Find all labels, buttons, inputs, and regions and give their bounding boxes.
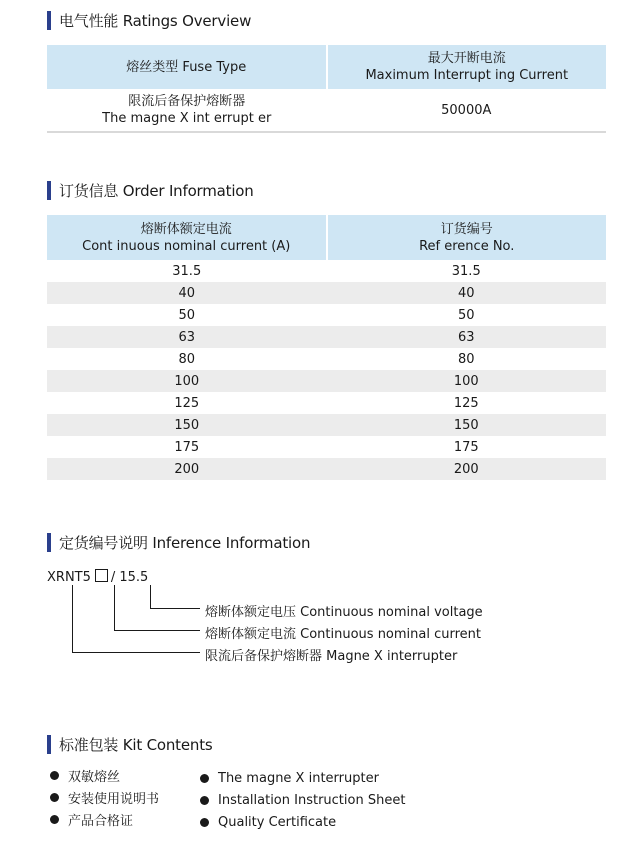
legend-interrupter: 限流后备保护熔断器 Magne X interrupter (205, 649, 458, 664)
heading-bar (47, 735, 51, 754)
inference-heading (47, 532, 310, 552)
bullet-icon (50, 793, 59, 802)
order-row (47, 414, 606, 436)
order-row (47, 326, 606, 348)
reference-no-cell: 150 (327, 414, 607, 436)
nominal-current-cell: 100 (47, 370, 327, 392)
reference-no-cell: 125 (327, 392, 607, 414)
max-interrupting-current-cell: 50000A (441, 102, 492, 118)
heading-bar (47, 181, 51, 200)
order-row (47, 436, 606, 458)
order-row (47, 392, 606, 414)
connector-line (72, 652, 200, 653)
connector-line (114, 630, 200, 631)
order-row (47, 260, 606, 282)
order-row (47, 304, 606, 326)
inference-title: 定货编号说明 Inference Information (59, 533, 311, 552)
order-row (47, 458, 606, 480)
nominal-current-cell: 80 (47, 348, 327, 370)
fuse-type-cell: 限流后备保护熔断器 The magne X int errupt er (102, 94, 272, 126)
nominal-current-cell: 125 (47, 392, 327, 414)
kit-title: 标准包装 Kit Contents (59, 735, 213, 754)
kit-item-cn: 安装使用说明书 (50, 788, 159, 807)
kit-item-cn: 产品合格证 (50, 810, 133, 829)
kit-item-en: Quality Certificate (200, 815, 336, 830)
order-table (47, 215, 606, 480)
ratings-heading (47, 10, 251, 30)
order-title: 订货信息 Order Information (59, 181, 254, 200)
model-code (47, 569, 148, 585)
reference-no-cell: 200 (327, 458, 607, 480)
ratings-header-row (47, 45, 606, 89)
bullet-icon (200, 796, 209, 805)
reference-no-cell: 40 (327, 282, 607, 304)
fuse-type-header: 熔丝类型 Fuse Type (47, 45, 327, 89)
bullet-icon (200, 818, 209, 827)
nominal-current-cell: 63 (47, 326, 327, 348)
ratings-row (47, 89, 606, 132)
order-row (47, 370, 606, 392)
heading-bar (47, 533, 51, 552)
connector-line (150, 608, 200, 609)
nominal-current-cell: 50 (47, 304, 327, 326)
reference-no-cell: 63 (327, 326, 607, 348)
code-suffix: / 15.5 (110, 570, 149, 585)
order-heading (47, 180, 254, 200)
reference-no-cell: 175 (327, 436, 607, 458)
kit-item-cn: 双敏熔丝 (50, 766, 120, 785)
max-interrupting-current-header: 最大开断电流 Maximum Interrupt ing Current (327, 45, 607, 89)
reference-no-cell: 31.5 (327, 260, 607, 282)
bullet-icon (50, 815, 59, 824)
order-header-row (47, 215, 606, 260)
connector-line (72, 585, 73, 653)
heading-bar (47, 11, 51, 30)
nominal-current-header: 熔断体额定电流 Cont inuous nominal current (A) (47, 215, 327, 260)
reference-no-cell: 100 (327, 370, 607, 392)
kit-heading (47, 734, 213, 754)
nominal-current-cell: 40 (47, 282, 327, 304)
code-prefix: XRNT5 (47, 570, 91, 585)
reference-no-cell: 50 (327, 304, 607, 326)
connector-line (114, 585, 115, 631)
nominal-current-cell: 150 (47, 414, 327, 436)
ratings-title: 电气性能 Ratings Overview (59, 11, 252, 30)
order-row (47, 282, 606, 304)
nominal-current-cell: 31.5 (47, 260, 327, 282)
order-row (47, 348, 606, 370)
code-placeholder-box (95, 569, 108, 582)
bullet-icon (50, 771, 59, 780)
legend-voltage: 熔断体额定电压 Continuous nominal voltage (205, 605, 483, 620)
kit-item-en: The magne X interrupter (200, 771, 379, 786)
ratings-table (47, 45, 606, 133)
connector-line (150, 585, 151, 608)
nominal-current-cell: 200 (47, 458, 327, 480)
reference-no-cell: 80 (327, 348, 607, 370)
legend-current: 熔断体额定电流 Continuous nominal current (205, 627, 482, 642)
kit-item-en: Installation Instruction Sheet (200, 793, 405, 808)
reference-no-header: 订货编号 Ref erence No. (327, 215, 607, 260)
bullet-icon (200, 774, 209, 783)
nominal-current-cell: 175 (47, 436, 327, 458)
